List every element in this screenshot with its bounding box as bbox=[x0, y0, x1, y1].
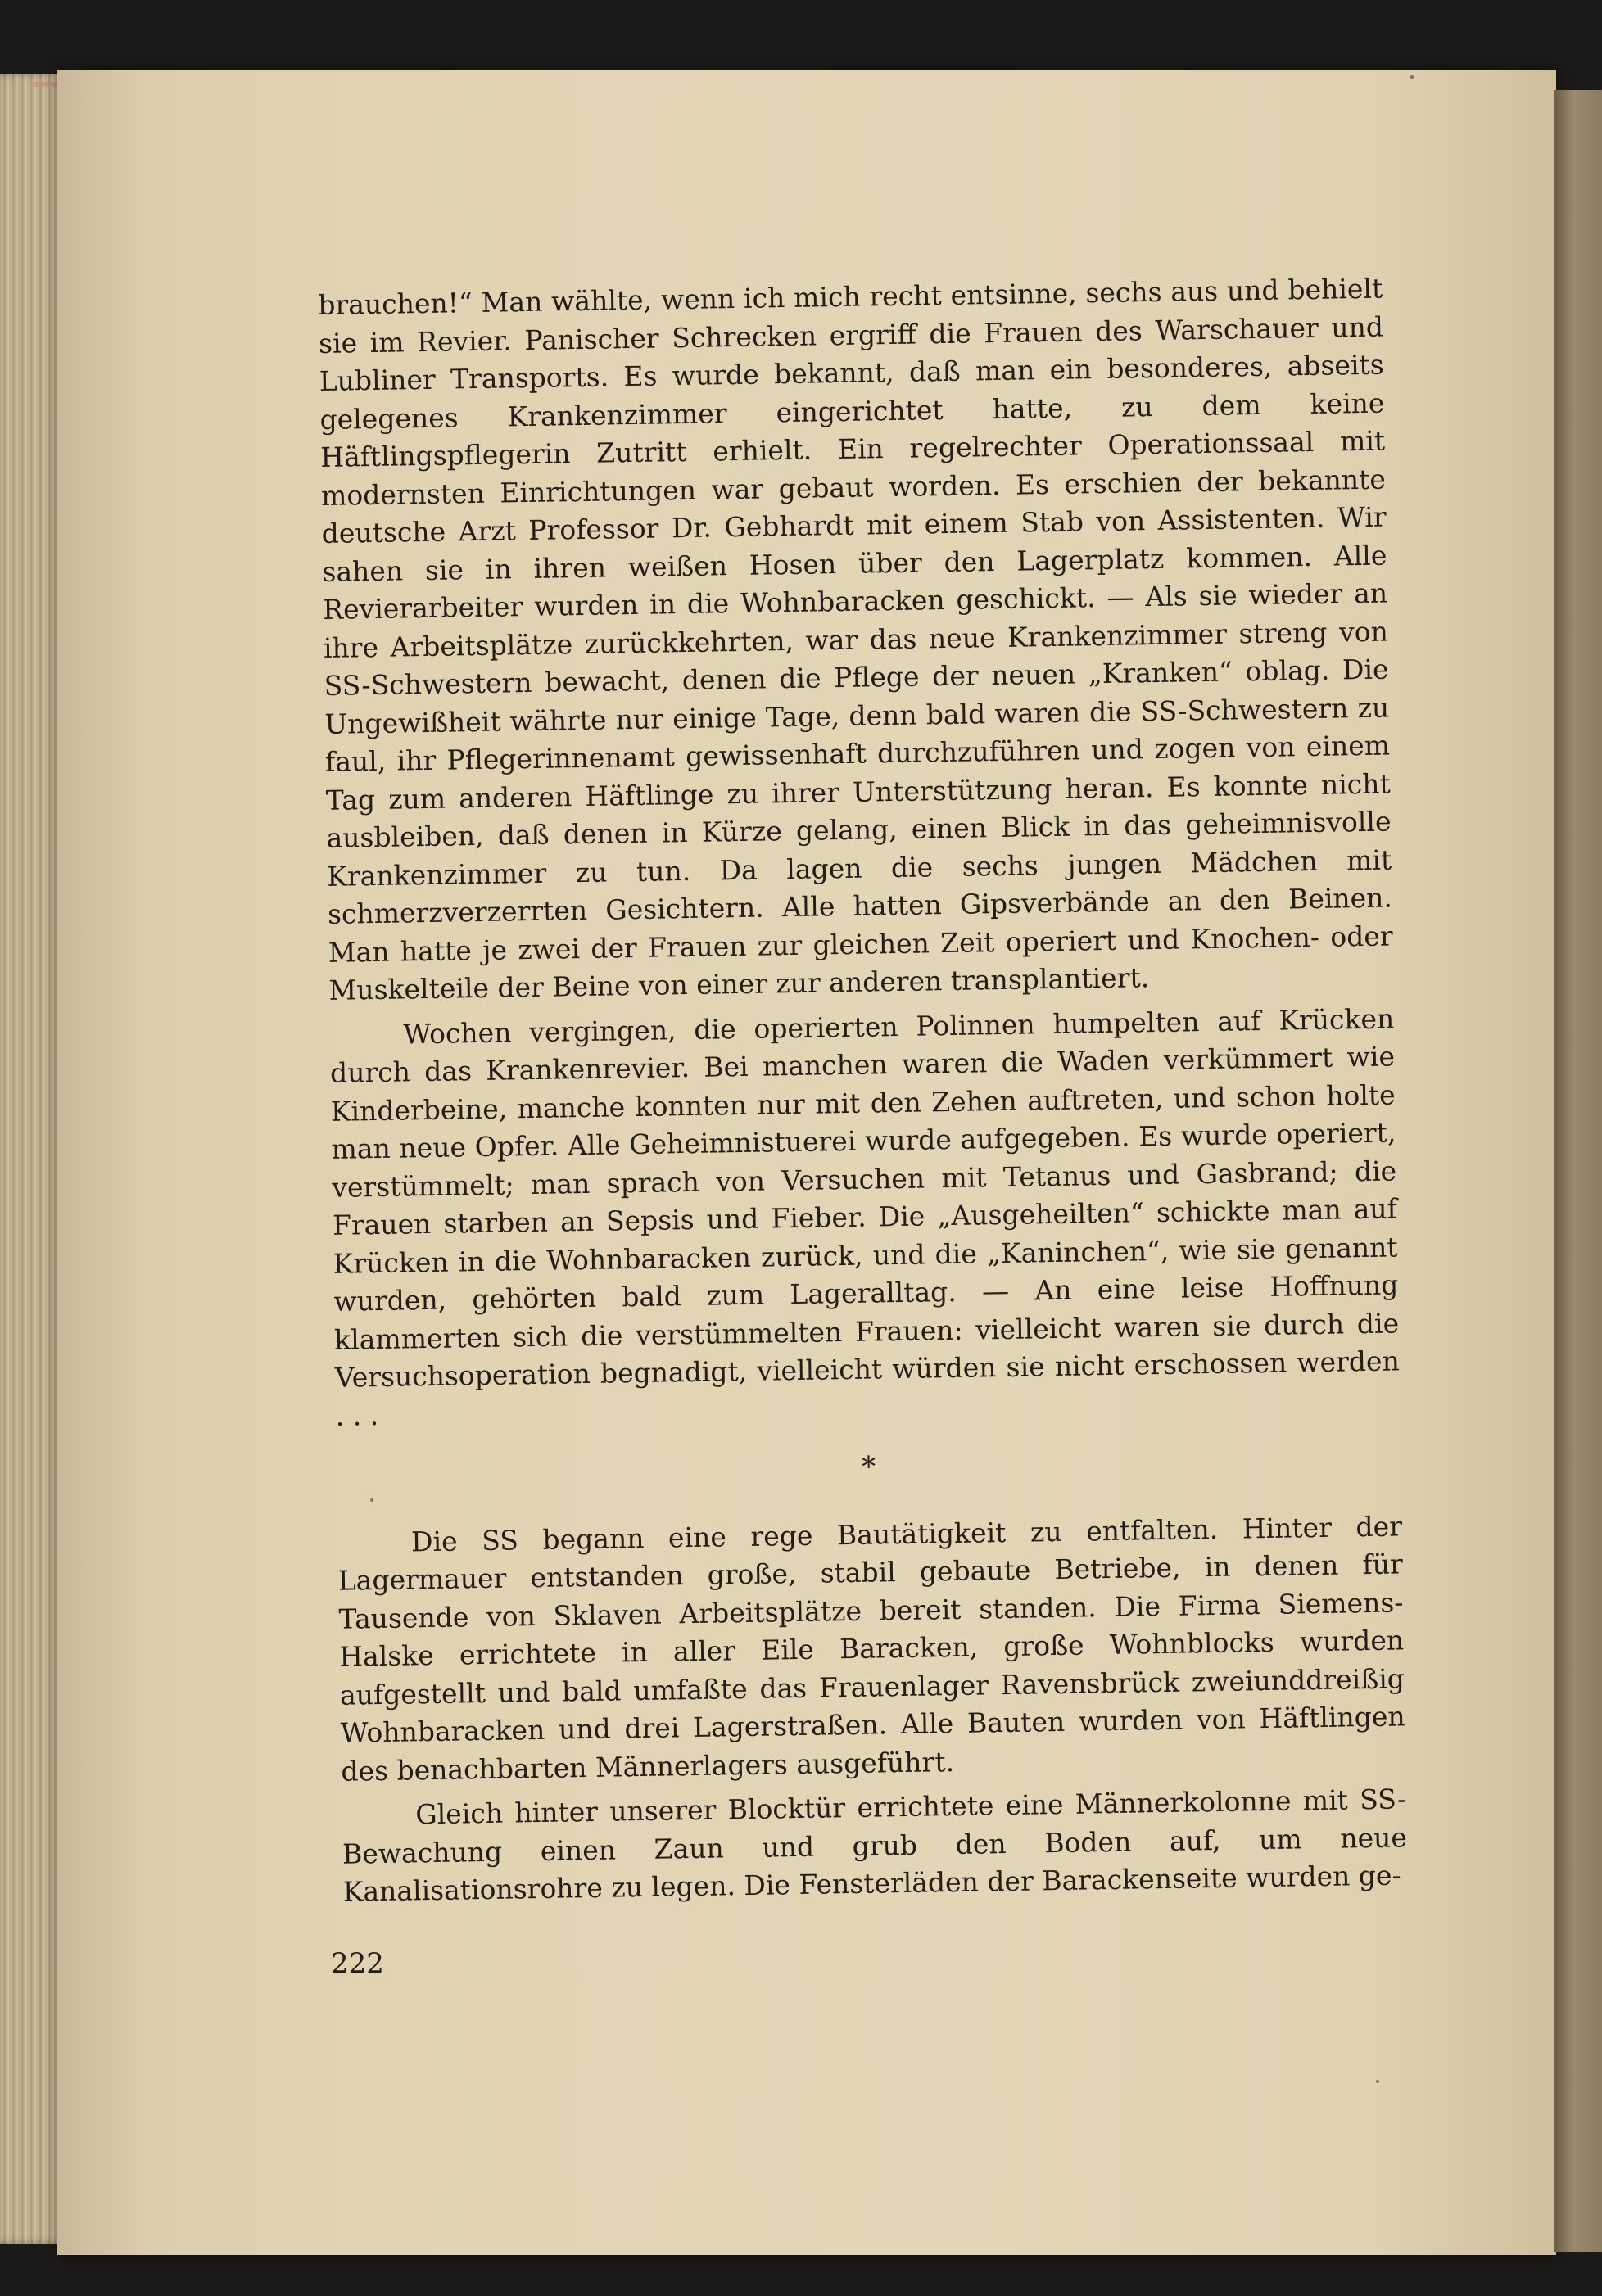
paragraph-4: Gleich hinter unserer Blocktür errichtete eine Männerkolonne mit SS-Bewachung einen Zaun und grub den Boden auf, um neue Kanalisationsrohre zu legen. Die Fensterläden der Barackenseite wurden ge- bbox=[342, 1783, 1408, 1908]
body-text bbox=[318, 270, 1408, 1912]
paragraph-2: Wochen vergingen, die operierten Polinnen humpelten auf Krücken durch das Krankenrevier. Bei manchen waren die Waden verkümmert wie Kinderbeine, manche konnten nur mit den Zehen auftreten, und schon holte man neue Opfer. Alle Geheimnistuerei wurde aufgegeben. Es wurde operiert, verstümmelt; man sprach von Versuchen mit Tetanus und Gasbrand; die Frauen starben an Sepsis und Fieber. Die „Ausgeheilten“ schickte man auf Krücken in die Wohnbaracken zurück, und die „Kaninchen“, wie sie genannt wurden, gehörten bald zum Lageralltag. — An eine leise Hoffnung klammerten sich die verstümmelten Frauen: vielleicht waren sie durch die Versuchsoperation begnadigt, vielleicht würden sie nicht erschossen werden . . . bbox=[329, 1001, 1401, 1432]
paragraph-1: brauchen!“ Man wählte, wenn ich mich recht entsinne, sechs aus und behielt sie im Revier. Panischer Schrecken ergriff die Frauen des Warschauer und Lubliner Transports. Es wurde bekannt, daß man ein besonderes, abseits gelegenes Krankenzimmer eingerichtet hatte, zu dem keine Häftlingspflegerin Zutritt erhielt. Ein regelrechter Operationssaal mit modernsten Einrichtungen war gebaut worden. Es erschien der bekannte deutsche Arzt Professor Dr. Gebhardt mit einem Stab von Assistenten. Wir sahen sie in ihren weißen Hosen über den Lagerplatz kommen. Alle Revierarbeiter wurden in die Wohnbaracken geschickt. — Als sie wieder an ihre Arbeitsplätze zurückkehrten, war das neue Krankenzimmer streng von SS-Schwestern bewacht, denen die Pflege der neuen „Kranken“ oblag. Die Ungewißheit währte nur einige Tage, denn bald waren die SS-Schwestern zu faul, ihr Pflegerinnenamt gewissenhaft durchzuführen und zogen von einem Tag zum anderen Häftlinge zu ihrer Unterstützung heran. Es konnte nicht ausbleiben, daß denen in Kürze gelang, einen Blick in das geheimnisvolle Krankenzimmer zu tun. Da lagen die sechs jungen Mädchen mit schmerzverzerrten Gesichtern. Alle hatten Gipsverbände an den Beinen. Man hatte je zwei der Frauen zur gleichen Zeit operiert und Knochen- oder Muskelteile der Beine von einer zur anderen transplantiert. bbox=[318, 272, 1393, 1006]
paper-speck bbox=[370, 1498, 373, 1502]
paragraph-3: Die SS begann eine rege Bautätigkeit zu entfalten. Hinter der Lagermauer entstanden große, stabil gebaute Betriebe, in denen für Tausende von Sklaven Arbeitsplätze bereit standen. Die Firma Siemens-Halske errichtete in aller Eile Baracken, große Wohnblocks wurden aufgestellt und bald umfaßte das Frauenlager Ravensbrück zweiunddreißig Wohnbaracken und drei Lagerstraßen. Alle Bauten wurden von Häftlingen des benachbarten Männerlagers ausgeführt. bbox=[337, 1509, 1405, 1788]
page-number: 222 bbox=[331, 1947, 384, 1980]
book-cover-edge bbox=[1554, 90, 1602, 2252]
paper-speck bbox=[1376, 2080, 1379, 2083]
paper-speck bbox=[1410, 75, 1414, 79]
section-separator: * bbox=[861, 1450, 876, 1484]
